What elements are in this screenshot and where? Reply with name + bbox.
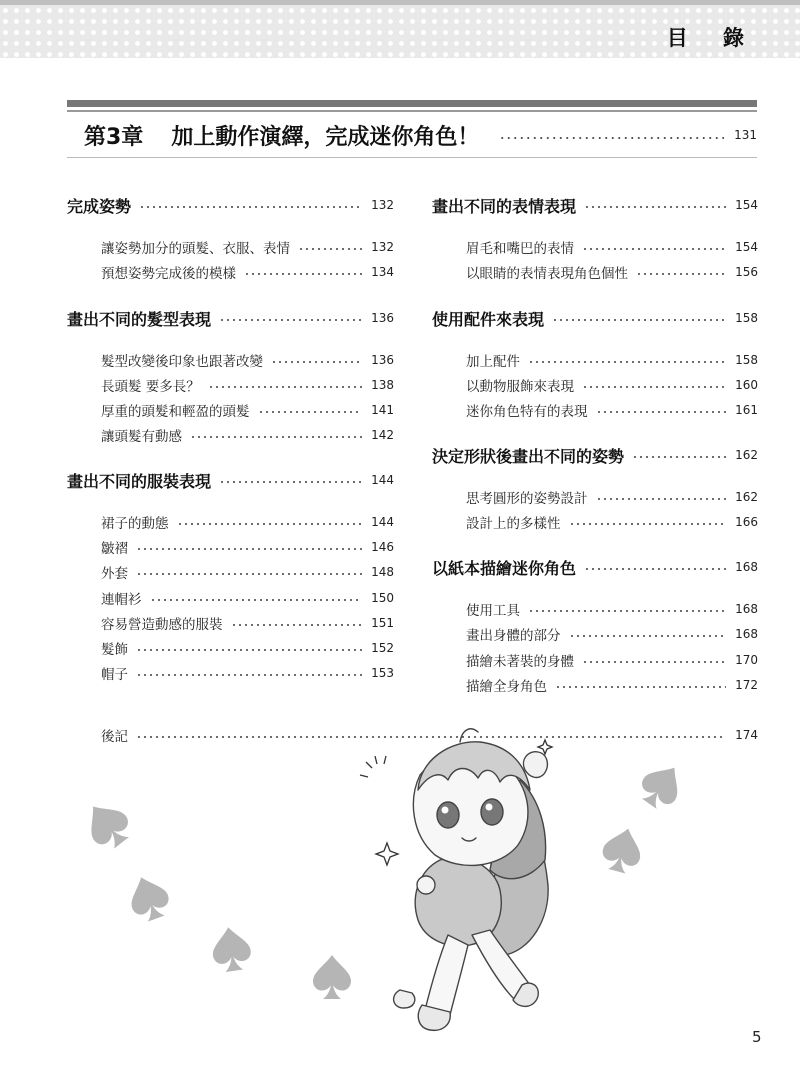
toc-section-title: 畫出不同的服裝表現: [67, 471, 212, 491]
toc-item-title: 描繪未著裝的身體: [466, 654, 574, 670]
toc-item-title: 長頭髮 要多長？: [101, 379, 200, 395]
spade-icon: [209, 925, 253, 974]
toc-section-title: 完成姿勢: [67, 196, 132, 216]
toc-item-title: 讓姿勢加分的頭髮、衣服、表情: [101, 241, 290, 257]
toc-page: 141: [371, 403, 394, 417]
toc-item-title: 連帽衫: [101, 592, 142, 608]
toc-page: 136: [371, 353, 394, 367]
toc-page: 134: [371, 265, 394, 279]
toc-item-title: 預想姿勢完成後的模樣: [101, 266, 236, 282]
toc-page: 166: [735, 515, 758, 529]
toc-page: 172: [735, 678, 758, 692]
toc-page: 162: [735, 490, 758, 504]
header-title: 目 錄: [666, 26, 758, 50]
toc-item-title: 畫出身體的部分: [466, 628, 561, 644]
toc-page: 168: [735, 627, 758, 641]
toc-item-title: 迷你角色特有的表現: [466, 404, 588, 420]
toc-page: 138: [371, 378, 394, 392]
toc-page: 151: [371, 616, 394, 630]
toc-page: 154: [735, 198, 758, 212]
toc-page: 174: [735, 728, 758, 742]
chapter-page: 131: [734, 128, 757, 142]
toc-item-title: 眉毛和嘴巴的表情: [466, 241, 574, 257]
chapter-number: 第3章: [84, 124, 144, 150]
toc-section-title: 使用配件來表現: [432, 309, 545, 329]
toc-section-title: 畫出不同的髮型表現: [67, 309, 212, 329]
toc-page: 146: [371, 540, 394, 554]
toc-page: 158: [735, 353, 758, 367]
toc-page: 168: [735, 602, 758, 616]
toc-item-title: 裙子的動態: [101, 516, 169, 532]
toc-page: 168: [735, 560, 758, 574]
toc-item-title: 以動物服飾來表現: [466, 379, 574, 395]
toc-item-title: 使用工具: [466, 603, 520, 619]
toc-item-title: 思考圓形的姿勢設計: [466, 491, 588, 507]
toc-page: 162: [735, 448, 758, 462]
toc-page: 152: [371, 641, 394, 655]
toc-page: 161: [735, 403, 758, 417]
toc-page: 156: [735, 265, 758, 279]
toc-item-title: 以眼睛的表情表現角色個性: [466, 266, 628, 282]
toc-item-title: 描繪全身角色: [466, 679, 547, 695]
spade-icon: [313, 955, 351, 999]
toc-page: 150: [371, 591, 394, 605]
excitement-lines: [360, 756, 386, 777]
toc-page: 144: [371, 515, 394, 529]
toc-page: 154: [735, 240, 758, 254]
toc-page: 160: [735, 378, 758, 392]
toc-item-title: 容易營造動感的服裝: [101, 617, 223, 633]
toc-page: 148: [371, 565, 394, 579]
toc-page: 144: [371, 473, 394, 487]
toc-item-title: 厚重的頭髮和輕盈的頭髮: [101, 404, 250, 420]
spade-icon: [123, 871, 174, 925]
page-number: 5: [752, 1028, 762, 1046]
toc-section-title: 以紙本描繪迷你角色: [432, 558, 577, 578]
toc-page: 136: [371, 311, 394, 325]
toc-item-title: 髮型改變後印象也跟著改變: [101, 354, 263, 370]
toc-section-title: 決定形狀後畫出不同的姿勢: [432, 446, 625, 466]
toc-page: 158: [735, 311, 758, 325]
toc-item-title: 皺褶: [101, 541, 128, 557]
spade-icon: [634, 757, 690, 815]
toc-page: 132: [371, 240, 394, 254]
toc-page: 170: [735, 653, 758, 667]
chibi-character-illustration: [394, 729, 549, 1031]
toc-item-title: 髮飾: [101, 642, 128, 658]
spade-icon: [598, 824, 646, 876]
toc-item-title: 後記: [101, 729, 128, 745]
toc-item-title: 讓頭髮有動感: [101, 429, 182, 445]
spade-icon: [77, 794, 137, 855]
toc-section-title: 畫出不同的表情表現: [432, 196, 577, 216]
toc-page: 142: [371, 428, 394, 442]
toc-page: 132: [371, 198, 394, 212]
toc-item-title: 設計上的多樣性: [466, 516, 561, 532]
toc-item-title: 加上配件: [466, 354, 520, 370]
toc-page: 153: [371, 666, 394, 680]
chapter-title: 加上動作演繹，完成迷你角色！: [171, 124, 480, 150]
toc-item-title: 帽子: [101, 667, 128, 683]
toc-item-title: 外套: [101, 566, 128, 582]
